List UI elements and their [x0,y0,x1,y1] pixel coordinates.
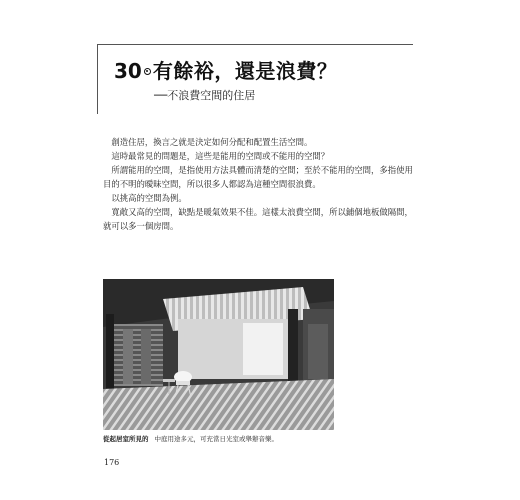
chapter-number: 30 [114,59,142,83]
header-horizontal-rule [97,44,413,45]
paragraph: 以挑高的空間為例。 [111,193,187,203]
chapter-heading [114,58,337,84]
paragraph: 所謂能用的空間，是指使用方法具體而清楚的空間；至於不能用的空間，多指使用目的不明的曖昧空間，所以很多人都認為這種空間很浪費。 [103,165,413,189]
paragraph: 寬敞又高的空間，缺點是暖氣效果不佳。這樣太浪費空間，所以鋪個地板做隔間，就可以多一個房間。 [103,207,413,231]
header-vertical-rule [97,44,98,114]
paragraph: 這時最常見的問題是，這些是能用的空間或不能用的空間？ [111,151,330,161]
caption-text: 中庭用途多元，可充當日光室或舉辦音樂。 [154,435,278,443]
bullet-icon [144,68,151,75]
figure-caption [103,435,278,444]
paragraph: 創造住居，換言之就是決定如何分配和配置生活空間。 [111,137,313,147]
page-number: 176 [104,458,120,467]
courtyard-photo [103,279,334,430]
body-text [103,135,413,233]
chapter-title: 有餘裕，還是浪費？ [152,59,338,83]
chapter-subtitle: ──不浪費空間的住居 [154,89,256,102]
caption-title: 從起居室所見的 [103,435,149,443]
